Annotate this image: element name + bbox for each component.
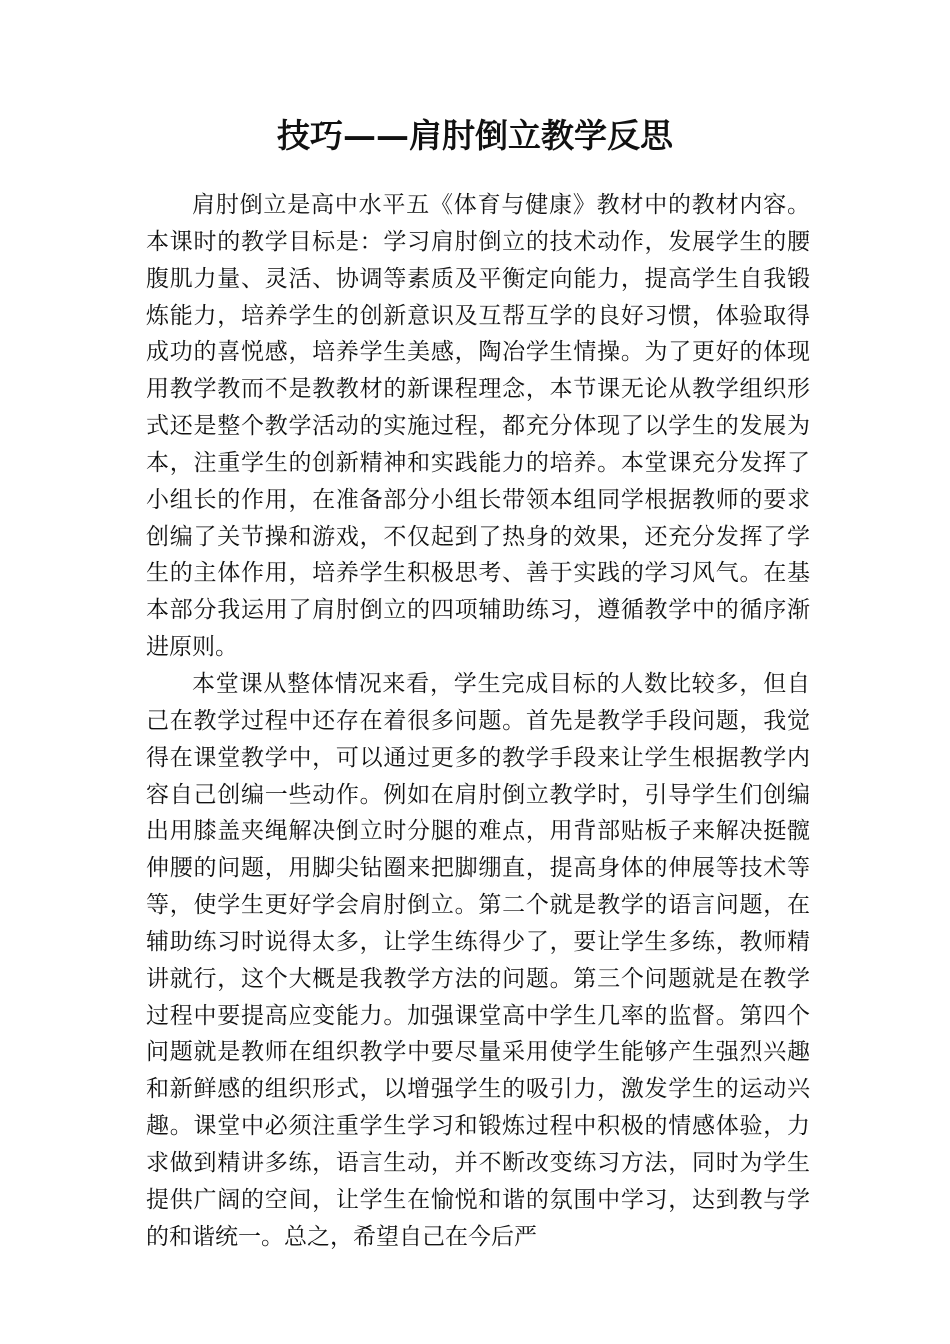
paragraph-1: 肩肘倒立是高中水平五《体育与健康》教材中的教材内容。本课时的教学目标是：学习肩肘倒立的技术动作，发展学生的腰腹肌力量、灵活、协调等素质及平衡定向能力，提高学生自我锻炼能力，培养学生的创新意识及互帮互学的良好习惯，体验取得成功的喜悦感，培养学生美感，陶冶学生情操。为了更好的体现用教学教而不是教教材的新课程理念，本节课无论从教学组织形式还是整个教学活动的实施过程，都充分体现了以学生的发展为本，注重学生的创新精神和实践能力的培养。本堂课充分发挥了小组长的作用，在准备部分小组长带领本组同学根据教师的要求创编了关节操和游戏，不仅起到了热身的效果，还充分发挥了学生的主体作用，培养学生积极思考、善于实践的学习风气。在基本部分我运用了肩肘倒立的四项辅助练习，遵循教学中的循序渐进原则。 (146, 192, 810, 661)
document-title: 技巧——肩肘倒立教学反思 (277, 116, 673, 155)
document-body (146, 187, 810, 1255)
paragraph-2: 本堂课从整体情况来看，学生完成目标的人数比较多，但自己在教学过程中还存在着很多问题。首先是教学手段问题，我觉得在课堂教学中，可以通过更多的教学手段来让学生根据教学内容自己创编一些动作。例如在肩肘倒立教学时，引导学生们创编出用膝盖夹绳解决倒立时分腿的难点，用背部贴板子来解决挺髋伸腰的问题，用脚尖钻圈来把脚绷直，提高身体的伸展等技术等等，使学生更好学会肩肘倒立。第二个就是教学的语言问题，在辅助练习时说得太多，让学生练得少了，要让学生多练，教师精讲就行，这个大概是我教学方法的问题。第三个问题就是在教学过程中要提高应变能力。加强课堂高中学生几率的监督。第四个问题就是教师在组织教学中要尽量采用使学生能够产生强烈兴趣和新鲜感的组织形式，以增强学生的吸引力，激发学生的运动兴趣。课堂中必须注重学生学习和锻炼过程中积极的情感体验，力求做到精讲多练，语言生动，并不断改变练习方法，同时为学生提供广阔的空间，让学生在愉悦和谐的氛围中学习，达到教与学的和谐统一。总之，希望自己在今后严 (146, 670, 810, 1250)
